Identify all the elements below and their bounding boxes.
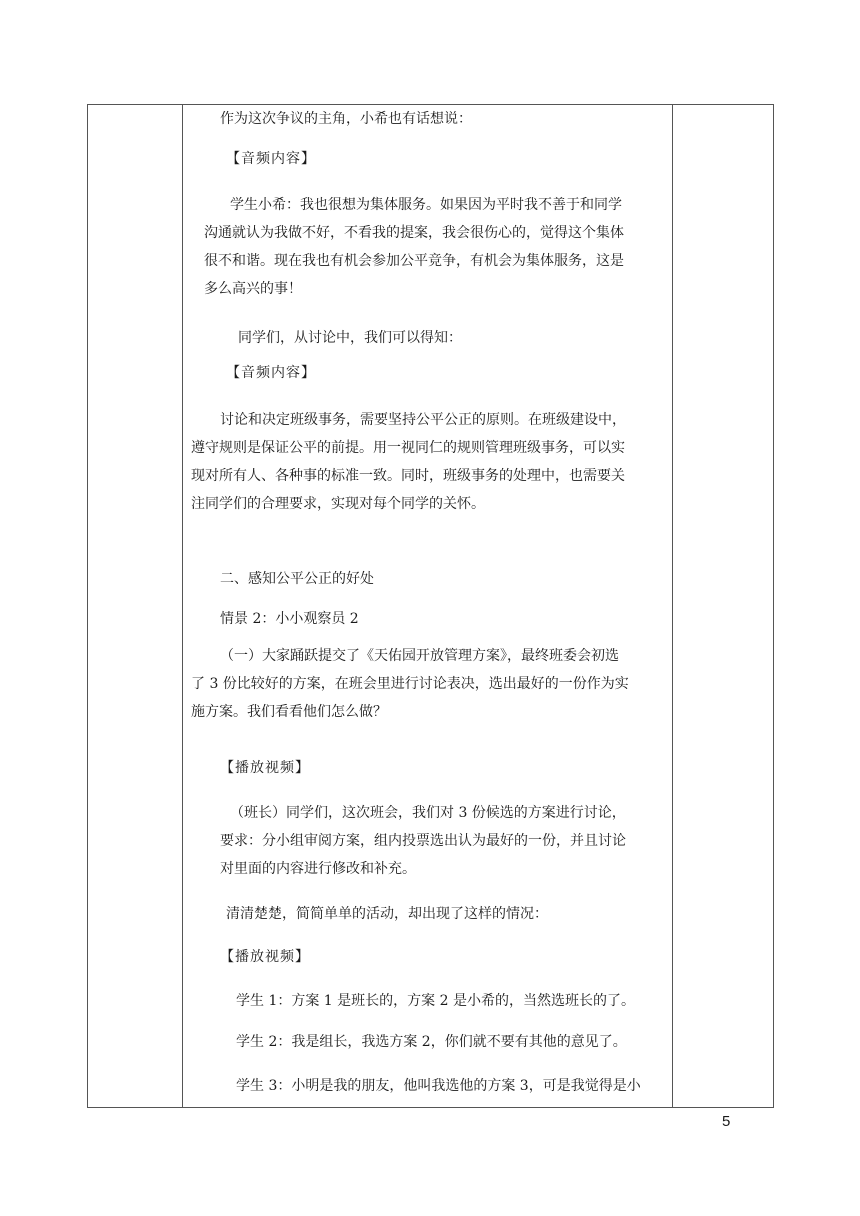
section-heading: 二、感知公平公正的好处 xyxy=(220,571,374,587)
paragraph-line: （班长）同学们，这次班会，我们对 3 份候选的方案进行讨论， xyxy=(230,805,626,821)
audio-tag: 【音频内容】 xyxy=(226,151,316,167)
lesson-table xyxy=(87,104,774,1108)
paragraph-line: 对里面的内容进行修改和补充。 xyxy=(220,861,416,877)
intro-line: 作为这次争议的主角，小希也有话想说： xyxy=(220,111,472,127)
page-number: 5 xyxy=(722,1113,731,1130)
dialogue-line: 学生 1：方案 1 是班长的，方案 2 是小希的，当然选班长的了。 xyxy=(236,993,635,1009)
audio-tag: 【音频内容】 xyxy=(226,365,316,381)
paragraph-line: 同学们，从讨论中，我们可以得知： xyxy=(238,330,462,346)
paragraph-line: 注同学们的合理要求，实现对每个同学的关怀。 xyxy=(191,496,485,512)
column-divider-right xyxy=(672,105,673,1107)
paragraph-line: 了 3 份比较好的方案，在班会里进行讨论表决，选出最好的一份作为实 xyxy=(191,676,629,692)
paragraph-line: 学生小希：我也很想为集体服务。如果因为平时我不善于和同学 xyxy=(230,197,622,213)
paragraph-line: （一）大家踊跃提交了《天佑园开放管理方案》，最终班委会初选 xyxy=(220,648,619,664)
paragraph-line: 沟通就认为我做不好，不看我的提案，我会很伤心的，觉得这个集体 xyxy=(204,225,624,241)
paragraph-line: 施方案。我们看看他们怎么做？ xyxy=(191,704,387,720)
video-tag: 【播放视频】 xyxy=(220,760,310,776)
paragraph-line: 现对所有人、各种事的标准一致。同时，班级事务的处理中，也需要关 xyxy=(191,468,625,484)
paragraph-line: 要求：分小组审阅方案，组内投票选出认为最好的一份，并且讨论 xyxy=(220,833,626,849)
dialogue-line: 学生 3：小明是我的朋友，他叫我选他的方案 3，可是我觉得是小 xyxy=(236,1078,641,1094)
content-cell xyxy=(183,105,671,1107)
paragraph-line: 很不和谐。现在我也有机会参加公平竞争，有机会为集体服务，这是 xyxy=(204,253,624,269)
paragraph-line: 多么高兴的事！ xyxy=(204,281,302,297)
video-tag: 【播放视频】 xyxy=(220,949,310,965)
paragraph-line: 清清楚楚，简简单单的活动，却出现了这样的情况： xyxy=(226,906,548,922)
scenario-title: 情景 2：小小观察员 2 xyxy=(220,611,359,627)
paragraph-line: 讨论和决定班级事务，需要坚持公平公正的原则。在班级建设中， xyxy=(220,412,626,428)
paragraph-line: 遵守规则是保证公平的前提。用一视同仁的规则管理班级事务，可以实 xyxy=(191,440,625,456)
dialogue-line: 学生 2：我是组长，我选方案 2，你们就不要有其他的意见了。 xyxy=(236,1034,627,1050)
